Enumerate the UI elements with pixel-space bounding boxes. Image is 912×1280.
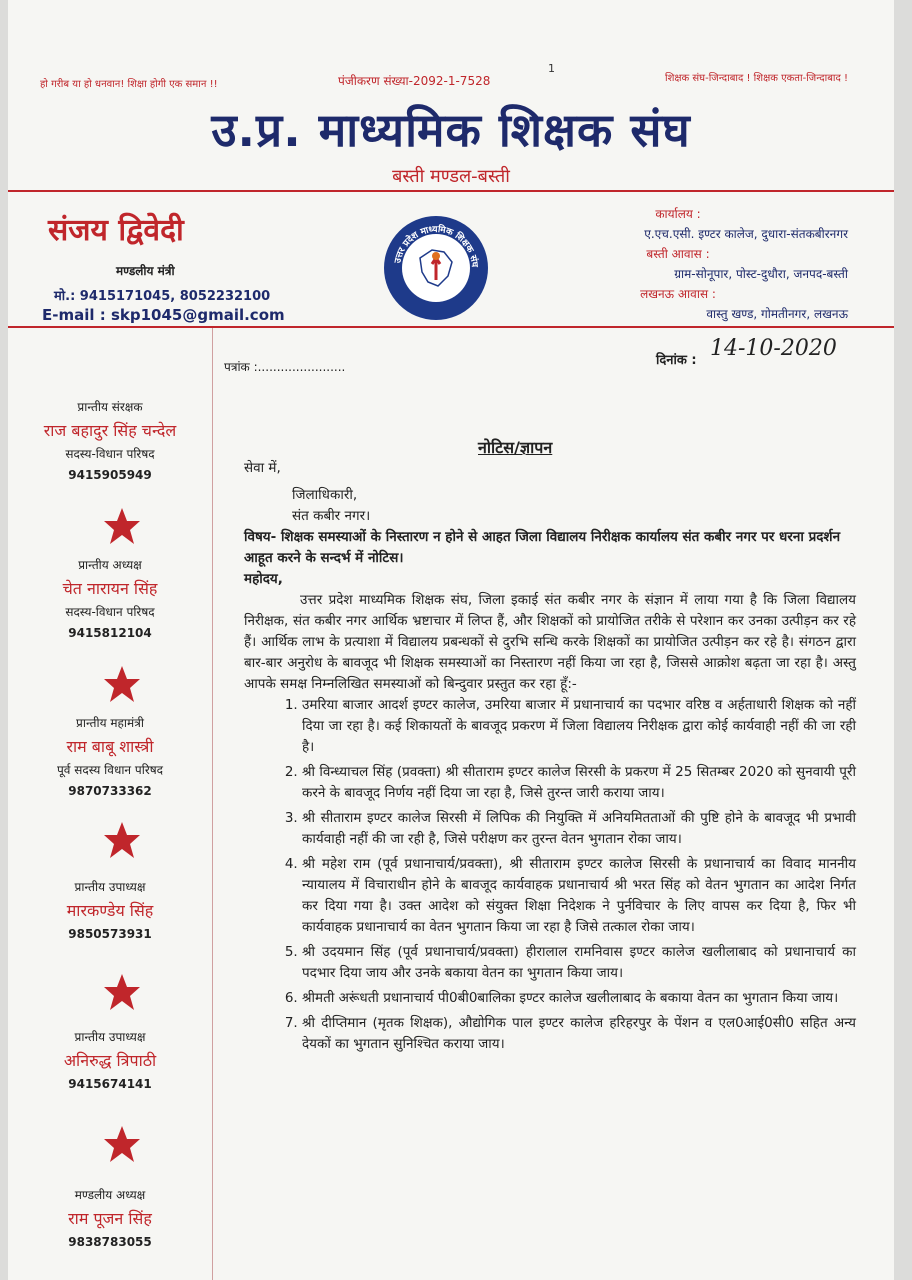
- member-name: राम पूजन सिंह: [68, 1209, 152, 1228]
- lucknow-label: लखनऊ आवास :: [640, 287, 716, 301]
- member-designation: सदस्य-विधान परिषद: [65, 447, 155, 461]
- salutation-to: सेवा में,: [244, 460, 281, 476]
- sidebar-member: [8, 1028, 212, 1091]
- member-name: चेत नारायन सिंह: [62, 579, 158, 598]
- organization-title: उ.प्र. माध्यमिक शिक्षक संघ: [211, 103, 691, 157]
- sender-name: संजय द्विवेदी: [48, 213, 184, 248]
- organization-subtitle: बस्ती मण्डल-बस्ती: [392, 166, 510, 187]
- slogan-left: हो गरीब या हो धनवान! शिक्षा होगी एक समान !!: [40, 79, 218, 90]
- lucknow-address: वास्तु खण्ड, गोमतीनगर, लखनऊ: [706, 307, 848, 321]
- body-paragraph: उत्तर प्रदेश माध्यमिक शिक्षक संघ, जिला इकाई संत कबीर नगर के संज्ञान में लाया गया है कि जिला विद्यालय निरीक्षक, संत कबीर नगर आर्थिक भ्रष्टाचार में लिप्त हैं, और शिक्षकों को प्रायोजित तरीके से परेशान कर उनका उत्पीड़न कर रहे हैं। आर्थिक लाभ के प्रत्याशा में विद्यालय प्रबन्धकों से दुरभि सन्धि करके शिक्षकों का प्रायोजित उत्पीड़न कर रहे है। संगठन द्वारा बार-बार अनुरोध के बावजूद भी शिक्षक समस्याओं का निस्तारण नहीं किया जा रहा है, जिससे आक्रोश बढ़ता जा रहा है। अस्तु आपके समक्ष निम्नलिखित समस्याओं को बिन्दुवार प्रस्तुत कर रहा हूँ:-: [244, 592, 856, 692]
- member-designation: सदस्य-विधान परिषद: [65, 605, 155, 619]
- member-name: राज बहादुर सिंह चन्देल: [43, 421, 177, 440]
- sidebar-member: [8, 398, 212, 482]
- member-name: राम बाबू शास्त्री: [66, 737, 154, 756]
- list-item: 2. श्री विन्ध्याचल सिंह (प्रवक्ता) श्री सीताराम इण्टर कालेज सिरसी के प्रकरण में 25 सितम्बर 2020 को सुनवायी पूरी करने के बावजूद निर्णय नहीं दिया जा रहा है, जिसे तुरन्त जारी कराया जाय।: [302, 762, 856, 804]
- logo-text: उत्तर प्रदेश माध्यमिक शिक्षक संघ: [393, 224, 480, 268]
- member-phone: 9838783055: [68, 1235, 152, 1249]
- registration-number: पंजीकरण संख्या-2092-1-7528: [338, 74, 491, 88]
- star-icon: [102, 664, 142, 704]
- letterhead-page: [8, 0, 894, 1280]
- member-phone: 9415674141: [68, 1077, 152, 1091]
- list-item: 5. श्री उदयमान सिंह (पूर्व प्रधानाचार्य/प्रवक्ता) हीरालाल रामनिवास इण्टर कालेज खलीलाबाद को प्रधानाचार्य का पदभार दिया जाय और उनके बकाया वेतन का भुगतान किया जाय।: [302, 942, 856, 984]
- reference-number: पत्रांक :.......................: [224, 360, 346, 374]
- member-phone: 9870733362: [68, 784, 152, 798]
- header-bottom-divider: [8, 326, 894, 328]
- member-name: मारकण्डेय सिंह: [66, 901, 154, 920]
- header-divider: [8, 190, 894, 192]
- member-title: प्रान्तीय उपाध्यक्ष: [74, 1030, 146, 1044]
- page-mark: 1: [548, 62, 555, 75]
- sender-mobile: मो.: 9415171045, 8052232100: [54, 289, 271, 304]
- member-name: अनिरुद्ध त्रिपाठी: [63, 1051, 157, 1070]
- star-icon: [102, 820, 142, 860]
- star-icon: [102, 1124, 142, 1164]
- date-label: दिनांक :: [656, 353, 697, 368]
- member-phone: 9415905949: [68, 468, 152, 482]
- member-title: प्रान्तीय अध्यक्ष: [78, 558, 142, 572]
- basti-address: ग्राम-सोनूपार, पोस्ट-दुधौरा, जनपद-बस्ती: [674, 267, 848, 281]
- office-label: कार्यालय :: [655, 207, 701, 221]
- member-title: मण्डलीय अध्यक्ष: [74, 1188, 146, 1202]
- issue-list: [244, 695, 856, 1055]
- subject-line: विषय- शिक्षक समस्याओं के निस्तारण न होने से आहत जिला विद्यालय निरीक्षक कार्यालय संत कबीर नगर पर धरना प्रदर्शन आहूत करने के सन्दर्भ में नोटिस।: [244, 529, 841, 566]
- office-address: ए.एच.एसी. इण्टर कालेज, दुधारा-संतकबीरनगर: [644, 227, 848, 241]
- sidebar-member: [8, 556, 212, 640]
- member-title: प्रान्तीय संरक्षक: [77, 400, 143, 414]
- sender-role: मण्डलीय मंत्री: [116, 264, 175, 278]
- handwritten-date: 14-10-2020: [710, 336, 837, 361]
- slogan-right: शिक्षक संघ-जिन्दाबाद ! शिक्षक एकता-जिन्दाबाद !: [665, 73, 848, 84]
- list-item: 4. श्री महेश राम (पूर्व प्रधानाचार्य/प्रवक्ता), श्री सीताराम इण्टर कालेज सिरसी के प्रधानाचार्य का विवाद माननीय न्यायालय में विचाराधीन होने के बावजूद कार्यवाहक प्रधानाचार्य श्री भरत सिंह को वेतन भुगतान का आदेश निर्गत कर दिया गया है। उक्त आदेश को संयुक्त शिक्षा निदेशक ने पुर्नविचार के लिए वापस कर दिया है, फिर भी कार्यवाहक प्रधानाचार्य का वेतन भुगतान किया जा रहा है जिसे तत्काल रोका जाय।: [302, 854, 856, 938]
- greeting: महोदय,: [244, 571, 283, 587]
- list-item: 1. उमरिया बाजार आदर्श इण्टर कालेज, उमरिया बाजार में प्रधानाचार्य का पदभार वरिष्ठ व अर्हताधारी शिक्षक को नहीं दिया जा रहा है। कई शिकायतों के बावजूद प्रकरण में जिला विद्यालय निरीक्षक द्वारा कोई कार्यवाही नहीं की जा रही है।: [302, 695, 856, 758]
- list-item: 7. श्री दीप्तिमान (मृतक शिक्षक), औद्योगिक पाल इण्टर कालेज हरिहरपुर के पेंशन व एल0आई0सी0 सहित अन्य देयकों का भुगतान सुनिश्चित कराया जाय।: [302, 1013, 856, 1055]
- star-icon: [102, 506, 142, 546]
- member-phone: 9415812104: [68, 626, 152, 640]
- sidebar-member: [8, 714, 212, 798]
- member-designation: पूर्व सदस्य विधान परिषद: [56, 763, 164, 777]
- list-item: 6. श्रीमती अरूंधती प्रधानाचार्य पी0बी0बालिका इण्टर कालेज खलीलाबाद के बकाया वेतन का भुगतान किया जाय।: [302, 988, 856, 1009]
- star-icon: [102, 972, 142, 1012]
- notice-heading: नोटिस/ज्ञापन: [478, 438, 553, 457]
- sender-email: E-mail : skp1045@gmail.com: [42, 306, 285, 324]
- basti-label: बस्ती आवास :: [646, 247, 710, 261]
- member-title: प्रान्तीय उपाध्यक्ष: [74, 880, 146, 894]
- recipient-line-1: जिलाधिकारी,: [292, 487, 358, 503]
- sidebar-divider: [212, 328, 213, 1280]
- list-item: 3. श्री सीताराम इण्टर कालेज सिरसी में लिपिक की नियुक्ति में अनियमितताओं की पुष्टि होने के बावजूद भी प्रभावी कार्यवाही नहीं की जा रही है, जिसे परीक्षण कर तुरन्त वेतन भुगतान रोका जाय।: [302, 808, 856, 850]
- member-title: प्रान्तीय महामंत्री: [76, 716, 144, 730]
- sidebar-member: [8, 1186, 212, 1249]
- sidebar-member: [8, 878, 212, 941]
- letter-body: [244, 458, 856, 1059]
- address-block: [508, 204, 848, 324]
- union-logo: [382, 214, 490, 322]
- member-phone: 9850573931: [68, 927, 152, 941]
- recipient-line-2: संत कबीर नगर।: [292, 508, 371, 524]
